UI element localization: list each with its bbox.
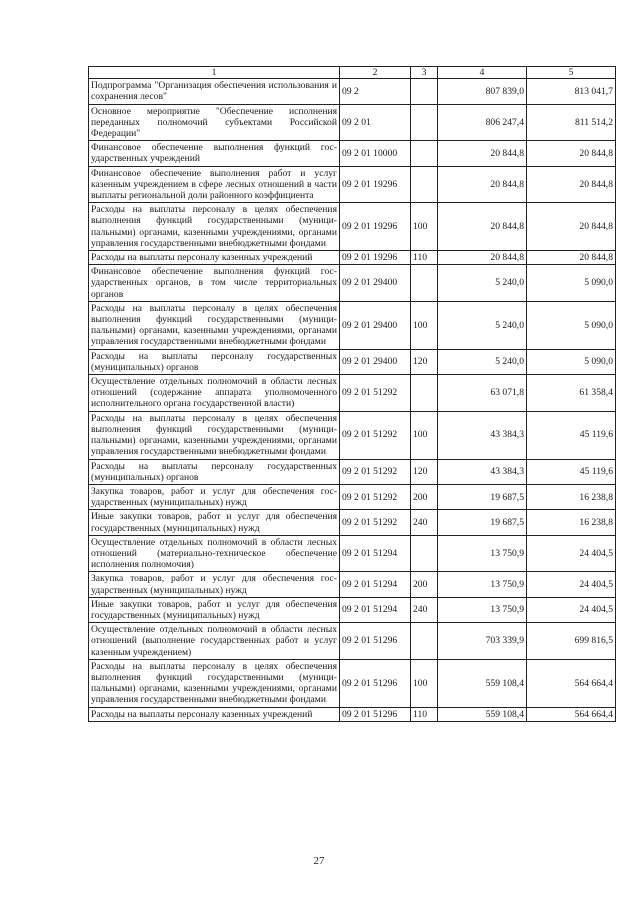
row-name-cell: Расходы на выплаты персоналу казенных учреждений [89, 251, 340, 265]
row-code-cell: 09 2 01 51294 [340, 597, 411, 622]
row-name-cell: Расходы на выплаты персоналу в целях обеспечения выполнения функций государственными (муниципальными) органами, казенными учреждениями, органами управления государственными внебюджетными фондами [89, 203, 340, 251]
row-value-2025-cell: 5 090,0 [527, 301, 616, 349]
row-value-2025-cell: 5 090,0 [527, 349, 616, 374]
table-row [89, 251, 616, 265]
row-type-cell: 110 [411, 251, 438, 265]
column-header: 4 [438, 67, 527, 79]
row-value-2025-cell: 564 664,4 [527, 659, 616, 707]
row-name-cell: Расходы на выплаты персоналу государственных (муниципальных) органов [89, 459, 340, 484]
row-value-2024-cell: 5 240,0 [438, 301, 527, 349]
row-value-2025-cell: 811 514,2 [527, 104, 616, 141]
row-type-cell [411, 141, 438, 166]
table-row [89, 301, 616, 349]
table-row [89, 375, 616, 412]
table-row [89, 349, 616, 374]
row-value-2025-cell: 61 358,4 [527, 375, 616, 412]
row-code-cell: 09 2 01 29400 [340, 301, 411, 349]
column-header: 2 [340, 67, 411, 79]
row-code-cell: 09 2 01 51296 [340, 623, 411, 660]
row-code-cell: 09 2 01 19296 [340, 251, 411, 265]
row-value-2024-cell: 559 108,4 [438, 707, 527, 721]
row-value-2025-cell: 699 816,5 [527, 623, 616, 660]
row-type-cell: 120 [411, 459, 438, 484]
row-code-cell: 09 2 01 51292 [340, 510, 411, 535]
table-row [89, 707, 616, 721]
row-value-2025-cell: 24 404,5 [527, 597, 616, 622]
row-code-cell: 09 2 01 51294 [340, 535, 411, 572]
row-code-cell: 09 2 01 29400 [340, 265, 411, 302]
row-code-cell: 09 2 01 51292 [340, 411, 411, 459]
table-row [89, 411, 616, 459]
row-code-cell: 09 2 01 [340, 104, 411, 141]
row-name-cell: Финансовое обеспечение выполнения работ и услуг казенным учреждением в сфере лесных отношений в части выплаты региональной доли районного коэффициента [89, 166, 340, 203]
row-type-cell: 100 [411, 411, 438, 459]
row-value-2025-cell: 813 041,7 [527, 79, 616, 104]
budget-table [88, 66, 616, 722]
table-row [89, 659, 616, 707]
row-type-cell: 120 [411, 349, 438, 374]
row-value-2025-cell: 16 238,8 [527, 510, 616, 535]
row-name-cell: Закупка товаров, работ и услуг для обеспечения государственных (муниципальных) нужд [89, 484, 340, 509]
row-value-2024-cell: 806 247,4 [438, 104, 527, 141]
row-value-2024-cell: 43 384,3 [438, 459, 527, 484]
row-value-2024-cell: 20 844,8 [438, 166, 527, 203]
column-header: 1 [89, 67, 340, 79]
row-code-cell: 09 2 01 19296 [340, 203, 411, 251]
table-row [89, 597, 616, 622]
table-row [89, 104, 616, 141]
row-code-cell: 09 2 01 51294 [340, 572, 411, 597]
row-name-cell: Подпрограмма "Организация обеспечения использования и сохранения лесов" [89, 79, 340, 104]
table-row [89, 623, 616, 660]
row-type-cell [411, 623, 438, 660]
row-name-cell: Расходы на выплаты персоналу казенных учреждений [89, 707, 340, 721]
row-value-2025-cell: 45 119,6 [527, 459, 616, 484]
row-name-cell: Расходы на выплаты персоналу в целях обеспечения выполнения функций государственными (муниципальными) органами, казенными учреждениями, органами управления государственными внебюджетными фондами [89, 411, 340, 459]
table-row [89, 572, 616, 597]
row-type-cell [411, 104, 438, 141]
table-row [89, 265, 616, 302]
row-code-cell: 09 2 01 29400 [340, 349, 411, 374]
table-row [89, 459, 616, 484]
row-value-2024-cell: 63 071,8 [438, 375, 527, 412]
row-code-cell: 09 2 01 10000 [340, 141, 411, 166]
row-value-2025-cell: 20 844,8 [527, 141, 616, 166]
row-type-cell: 200 [411, 484, 438, 509]
table-row [89, 510, 616, 535]
row-value-2024-cell: 5 240,0 [438, 265, 527, 302]
row-value-2025-cell: 20 844,8 [527, 166, 616, 203]
row-value-2024-cell: 807 839,0 [438, 79, 527, 104]
row-type-cell [411, 166, 438, 203]
row-type-cell: 100 [411, 203, 438, 251]
row-name-cell: Иные закупки товаров, работ и услуг для обеспечения государственных (муниципальных) нужд [89, 510, 340, 535]
row-name-cell: Осуществление отдельных полномочий в области лесных отношений (материально-техническое обеспечение исполнения полномочия) [89, 535, 340, 572]
table-row [89, 535, 616, 572]
row-type-cell [411, 79, 438, 104]
row-code-cell: 09 2 01 51296 [340, 707, 411, 721]
row-code-cell: 09 2 [340, 79, 411, 104]
row-name-cell: Осуществление отдельных полномочий в области лесных отношений (содержание аппарата уполномоченного исполнительного органа государственной власти) [89, 375, 340, 412]
row-name-cell: Основное мероприятие "Обеспечение исполнения переданных полномочий субъектами Российской Федерации" [89, 104, 340, 141]
row-value-2024-cell: 13 750,9 [438, 597, 527, 622]
row-type-cell: 110 [411, 707, 438, 721]
row-name-cell: Закупка товаров, работ и услуг для обеспечения государственных (муниципальных) нужд [89, 572, 340, 597]
row-value-2024-cell: 5 240,0 [438, 349, 527, 374]
row-name-cell: Финансовое обеспечение выполнения функций государственных учреждений [89, 141, 340, 166]
row-value-2024-cell: 559 108,4 [438, 659, 527, 707]
row-value-2024-cell: 20 844,8 [438, 251, 527, 265]
table-header-row [89, 67, 616, 79]
row-value-2024-cell: 19 687,5 [438, 510, 527, 535]
row-value-2024-cell: 20 844,8 [438, 141, 527, 166]
row-type-cell: 200 [411, 572, 438, 597]
row-value-2024-cell: 13 750,9 [438, 572, 527, 597]
row-value-2025-cell: 24 404,5 [527, 572, 616, 597]
page-number: 27 [313, 855, 325, 867]
row-value-2024-cell: 13 750,9 [438, 535, 527, 572]
row-name-cell: Осуществление отдельных полномочий в области лесных отношений (выполнение государственных работ и услуг казенным учреждением) [89, 623, 340, 660]
row-type-cell: 240 [411, 510, 438, 535]
row-type-cell [411, 535, 438, 572]
column-header: 3 [411, 67, 438, 79]
table-row [89, 203, 616, 251]
row-value-2025-cell: 45 119,6 [527, 411, 616, 459]
table-row [89, 141, 616, 166]
column-header: 5 [527, 67, 616, 79]
row-code-cell: 09 2 01 51292 [340, 484, 411, 509]
row-value-2024-cell: 20 844,8 [438, 203, 527, 251]
row-value-2024-cell: 19 687,5 [438, 484, 527, 509]
row-value-2024-cell: 43 384,3 [438, 411, 527, 459]
row-value-2025-cell: 16 238,8 [527, 484, 616, 509]
row-value-2025-cell: 24 404,5 [527, 535, 616, 572]
row-value-2025-cell: 20 844,8 [527, 251, 616, 265]
row-type-cell: 100 [411, 301, 438, 349]
row-code-cell: 09 2 01 51292 [340, 375, 411, 412]
row-type-cell [411, 265, 438, 302]
table-body [89, 79, 616, 722]
row-type-cell: 240 [411, 597, 438, 622]
table-row [89, 166, 616, 203]
row-value-2024-cell: 703 339,9 [438, 623, 527, 660]
row-name-cell: Расходы на выплаты персоналу в целях обеспечения выполнения функций государственными (муниципальными) органами, казенными учреждениями, органами управления государственными внебюджетными фондами [89, 659, 340, 707]
row-code-cell: 09 2 01 51296 [340, 659, 411, 707]
row-value-2025-cell: 20 844,8 [527, 203, 616, 251]
row-value-2025-cell: 5 090,0 [527, 265, 616, 302]
row-value-2025-cell: 564 664,4 [527, 707, 616, 721]
row-code-cell: 09 2 01 19296 [340, 166, 411, 203]
row-type-cell: 100 [411, 659, 438, 707]
table-row [89, 79, 616, 104]
row-name-cell: Расходы на выплаты персоналу в целях обеспечения выполнения функций государственными (муниципальными) органами, казенными учреждениями, органами управления государственными внебюджетными фондами [89, 301, 340, 349]
row-name-cell: Иные закупки товаров, работ и услуг для обеспечения государственных (муниципальных) нужд [89, 597, 340, 622]
row-type-cell [411, 375, 438, 412]
table-row [89, 484, 616, 509]
row-code-cell: 09 2 01 51292 [340, 459, 411, 484]
row-name-cell: Финансовое обеспечение выполнения функций государственных органов, в том числе территориальных органов [89, 265, 340, 302]
row-name-cell: Расходы на выплаты персоналу государственных (муниципальных) органов [89, 349, 340, 374]
